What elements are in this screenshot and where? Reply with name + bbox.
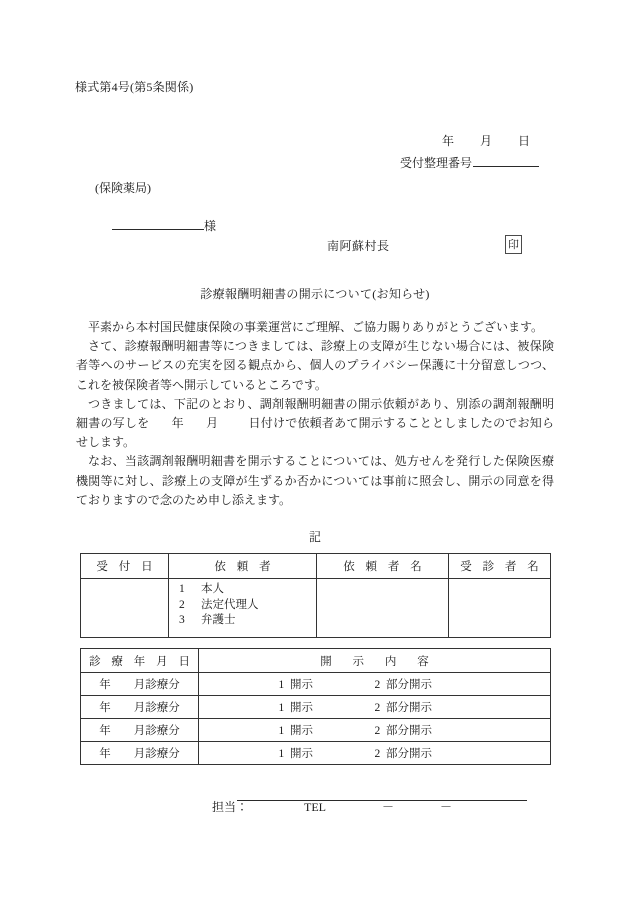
requester-option-2-number: 2 (179, 598, 185, 611)
requester-option-2-label: 法定代理人 (201, 598, 259, 611)
ki-mark: 記 (308, 530, 321, 544)
requester-option-3-label: 弁護士 (201, 614, 236, 626)
disclosure-option-1[interactable] (279, 699, 375, 715)
requester-table (80, 553, 551, 638)
table-header-row (81, 649, 551, 673)
contact-line (200, 783, 452, 830)
form-number: 様式第4号(第5条関係) (75, 80, 194, 94)
addressee-line (100, 200, 216, 249)
disclosure-option-1-label: 開示 (290, 748, 313, 760)
disclosure-option-2-label: 部分開示 (386, 725, 432, 737)
cell-treatment-date[interactable]: 年 月診療分 (81, 719, 199, 742)
disclosure-option-1[interactable] (279, 745, 375, 761)
body-paragraph-3-part2: 日付けで依頼者あて開示することとしましたのでお知らせします。 (76, 416, 554, 450)
requester-option-1-number: 1 (179, 583, 185, 595)
requester-option-2[interactable] (179, 598, 316, 614)
disclosure-option-2-number: 2 (374, 725, 381, 737)
disclosure-option-1-label: 開示 (290, 702, 313, 714)
pharmacy-label: (保険薬局) (95, 181, 151, 195)
requester-option-3-number: 3 (179, 614, 185, 626)
cell-treatment-date[interactable]: 年 月診療分 (81, 696, 199, 719)
col-header-requester: 依 頼 者 (169, 554, 317, 579)
tel-dash-1: － (382, 800, 395, 814)
body-paragraph-3-month: 月 (205, 416, 219, 431)
disclosure-option-2[interactable] (375, 676, 471, 692)
contact-label: 担当： (212, 800, 249, 814)
cell-disclosure-content[interactable] (199, 742, 551, 765)
contact-underline[interactable] (237, 800, 527, 801)
body-paragraph-4: なお、当該調剤報酬明細書を開示することについては、処方せんを発行した保険医療機関等に対し、診療上の支障が生ずるか否かについては事前に照会し、開示の同意を得ておりますので念のため申し添えます。 (76, 454, 554, 507)
table-row (81, 579, 551, 638)
table-row (81, 673, 551, 696)
cell-receipt-date[interactable] (81, 579, 169, 638)
disclosure-option-1-label: 開示 (290, 679, 313, 691)
disclosure-option-2-label: 部分開示 (386, 679, 432, 691)
table-row (81, 696, 551, 719)
requester-option-1[interactable] (179, 582, 316, 598)
requester-option-3[interactable] (179, 613, 316, 629)
cell-disclosure-content[interactable] (199, 673, 551, 696)
cell-requester-name[interactable] (317, 579, 449, 638)
addressee-input[interactable] (112, 215, 204, 230)
col-header-patient-name: 受 診 者 名 (449, 554, 551, 579)
disclosure-option-2[interactable] (375, 699, 471, 715)
col-header-receipt-date: 受 付 日 (81, 554, 169, 579)
body-paragraph-1: 平素から本村国民健康保険の事業運営にご理解、ご協力賜りありがとうございます。 (88, 320, 544, 334)
body-paragraph-3 (76, 395, 554, 453)
date-day-label: 日 (518, 134, 531, 148)
date-month-label: 月 (480, 134, 493, 148)
disclosure-option-2-number: 2 (374, 748, 381, 760)
col-header-treatment-date: 診 療 年 月 日 (81, 649, 199, 673)
receipt-number-line (388, 138, 539, 186)
disclosure-table (80, 648, 551, 765)
cell-requester-options[interactable] (169, 579, 317, 638)
disclosure-option-2[interactable] (375, 722, 471, 738)
document-title: 診療報酬明細書の開示について(お知らせ) (200, 287, 430, 301)
body-text (76, 318, 554, 510)
cell-disclosure-content[interactable] (199, 696, 551, 719)
disclosure-option-1-label: 開示 (290, 725, 313, 737)
col-header-disclosure-content: 開 示 内 容 (199, 649, 551, 673)
issuer-name: 南阿蘇村長 (327, 239, 390, 253)
disclosure-option-1-number: 1 (278, 725, 285, 737)
tel-dash-2: － (440, 800, 453, 814)
body-paragraph-3-part1: つきましては、下記のとおり、調剤報酬明細書の開示依頼があり、別添の調剤報酬明細書の写しを (76, 396, 554, 431)
disclosure-option-2-number: 2 (374, 679, 381, 691)
disclosure-option-1[interactable] (279, 676, 375, 692)
cell-treatment-date[interactable]: 年 月診療分 (81, 742, 199, 765)
cell-patient-name[interactable] (449, 579, 551, 638)
disclosure-option-1[interactable] (279, 722, 375, 738)
table-row (81, 742, 551, 765)
receipt-number-input[interactable] (473, 153, 539, 167)
disclosure-option-1-number: 1 (278, 702, 285, 714)
disclosure-option-2[interactable] (375, 745, 471, 761)
body-paragraph-2: さて、診療報酬明細書等につきましては、診療上の支障が生じない場合には、被保険者等へのサービスの充実を図る観点から、個人のプライバシー保護に十分留意しつつ、これを被保険者等へ開示しているところです。 (76, 339, 554, 392)
seal-stamp-icon: 印 (505, 235, 522, 254)
disclosure-option-1-number: 1 (278, 748, 285, 760)
cell-disclosure-content[interactable] (199, 719, 551, 742)
table-row (81, 719, 551, 742)
tel-label: TEL (304, 800, 327, 814)
requester-option-1-label: 本人 (201, 583, 224, 595)
body-paragraph-3-year: 年 (171, 416, 184, 431)
disclosure-option-1-number: 1 (278, 679, 285, 691)
disclosure-option-2-label: 部分開示 (386, 702, 432, 714)
receipt-number-label: 受付整理番号 (400, 156, 473, 170)
date-year-label: 年 (442, 134, 455, 148)
disclosure-option-2-number: 2 (374, 702, 381, 714)
disclosure-option-2-label: 部分開示 (386, 748, 432, 760)
cell-treatment-date[interactable]: 年 月診療分 (81, 673, 199, 696)
table-header-row (81, 554, 551, 579)
col-header-requester-name: 依 頼 者 名 (317, 554, 449, 579)
addressee-suffix: 様 (204, 219, 217, 233)
